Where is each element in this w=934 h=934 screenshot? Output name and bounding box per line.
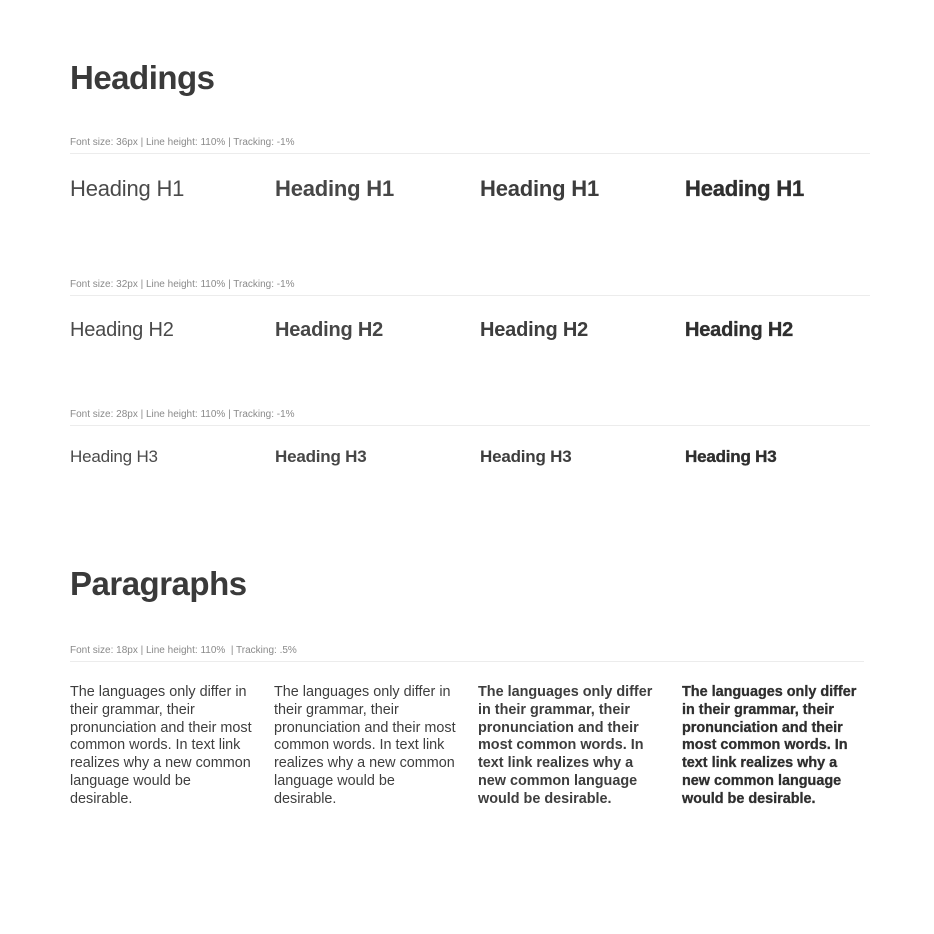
h2-sample-semibold: Heading H2: [275, 319, 384, 341]
paragraph-sample-regular: The languages only differ in their grammar, their pronunciation and their most common words. In text link realizes why a new common language would be desirable.: [70, 684, 252, 807]
h2-sample-regular: Heading H2: [70, 319, 174, 341]
h1-sample-extrabold: Heading H1: [685, 176, 805, 201]
h1-spec-caption: Font size: 36px | Line height: 110% | Tracking: -1%: [70, 138, 870, 154]
paragraph-sample-medium: The languages only differ in their grammar, their pronunciation and their most common words. In text link realizes why a new common language would be desirable.: [274, 684, 456, 807]
h2-samples-row: [70, 320, 890, 360]
paragraph-spec-caption: Font size: 18px | Line height: 110% | Tracking: .5%: [70, 646, 864, 662]
h1-sample-bold: Heading H1: [480, 176, 600, 201]
h1-samples-row: [70, 178, 890, 218]
h3-sample-regular: Heading H3: [70, 447, 158, 466]
h3-spec-caption: Font size: 28px | Line height: 110% | Tracking: -1%: [70, 410, 870, 426]
paragraph-sample-extrabold: The languages only differ in their grammar, their pronunciation and their most common words. In text link realizes why a new common language would be desirable.: [682, 684, 857, 807]
paragraphs-title: Paragraphs: [70, 565, 247, 602]
h1-sample-semibold: Heading H1: [275, 176, 395, 201]
h2-sample-extrabold: Heading H2: [685, 319, 794, 341]
h2-sample-bold: Heading H2: [480, 319, 589, 341]
h3-samples-row: [70, 448, 890, 488]
paragraph-samples-row: [70, 684, 870, 844]
h3-sample-semibold: Heading H3: [275, 447, 367, 466]
headings-title: Headings: [70, 59, 215, 96]
h3-sample-bold: Heading H3: [480, 447, 572, 466]
paragraph-sample-bold: The languages only differ in their grammar, their pronunciation and their most common words. In text link realizes why a new common language would be desirable.: [478, 684, 653, 807]
h1-sample-regular: Heading H1: [70, 176, 185, 201]
h2-spec-caption: Font size: 32px | Line height: 110% | Tracking: -1%: [70, 280, 870, 296]
h3-sample-extrabold: Heading H3: [685, 447, 777, 466]
